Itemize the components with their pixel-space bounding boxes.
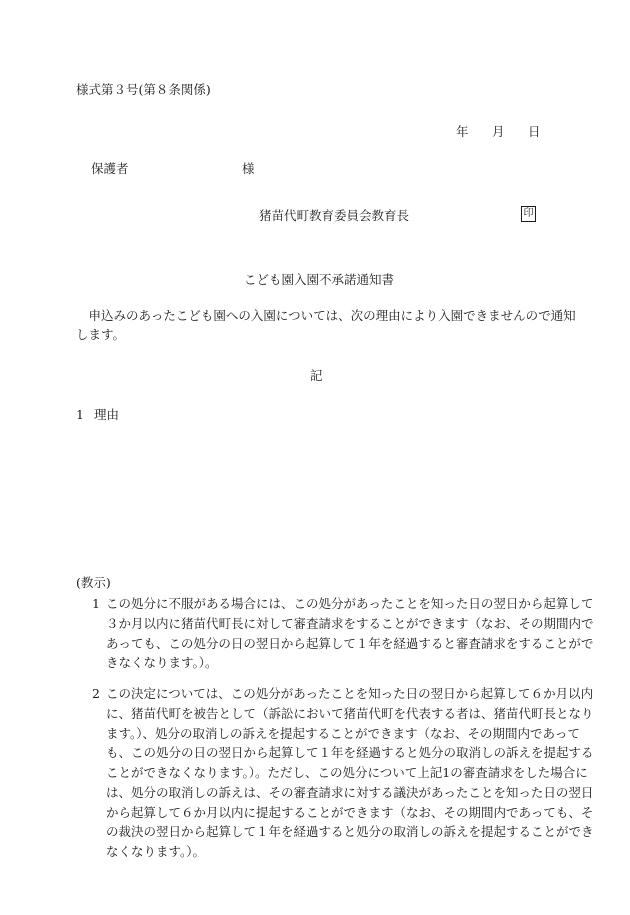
- form-number: 様式第３号(第８条関係): [76, 82, 211, 97]
- issuer-name: 猪苗代町教育委員会教育長: [259, 208, 410, 223]
- reason-label: 理由: [94, 407, 120, 422]
- notice-item: [92, 684, 596, 862]
- notice-item: [92, 594, 596, 673]
- body-paragraph: 申込みのあったこども園への入園については、次の理由により入園できませんので通知します。: [76, 308, 576, 343]
- notice-item-text: この決定については、この処分があったことを知った日の翌日から起算して６か月以内に、猪苗代町を被告として（訴訟において猪苗代町を代表する者は、猪苗代町長となります。）、処分の取消しの訴えを提起することができます（なお、その期間内であっても、この処分の日の翌日から起算して１年を経過すると処分の取消しの訴えを提起することができなくなります。）。ただし、この処分について上記1の審査請求をした場合には、処分の取消しの訴えは、その審査請求に対する議決があったことを知った日の翌日から起算して６か月以内に提起することができます（なお、その期間内であっても、その裁決の翌日から起算して１年を経過すると処分の取消しの訴えを提起することができなくなります。）。: [106, 686, 594, 859]
- reason-number: 1: [76, 407, 84, 422]
- notice-item-text: この処分に不服がある場合には、この処分があったことを知った日の翌日から起算して３か月以内に猪苗代町長に対して審査請求をすることができます（なお、その期間内であっても、この処分の日の翌日から起算して１年を経過すると審査請求をすることができなくなります。）。: [106, 596, 594, 671]
- ki-heading: 記: [310, 368, 323, 383]
- guardian-label: 保護者: [91, 161, 129, 176]
- document-title: こども園入園不承諾通知書: [244, 272, 395, 287]
- notice-item-number: 2: [92, 686, 100, 701]
- date-month: 月: [492, 124, 505, 139]
- date-day: 日: [528, 124, 541, 139]
- notice-label: (教示): [76, 575, 111, 590]
- notice-item-number: 1: [92, 596, 100, 611]
- seal-mark: 印: [521, 206, 536, 222]
- honorific: 様: [242, 161, 255, 176]
- date-year: 年: [456, 124, 469, 139]
- date-line: [456, 124, 541, 139]
